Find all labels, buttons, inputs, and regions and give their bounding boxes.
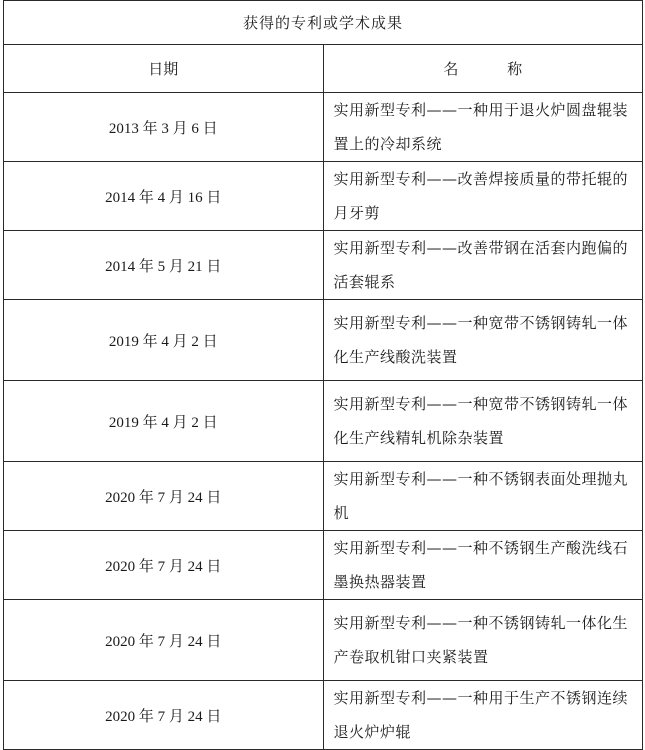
table-row [4, 300, 643, 381]
row-date: 2019 年 4 月 2 日 [4, 381, 324, 462]
row-date: 2020 年 7 月 24 日 [4, 462, 324, 531]
table-row [4, 681, 643, 750]
table-row [4, 93, 643, 162]
table-row [4, 162, 643, 231]
row-name: 实用新型专利——一种不锈钢表面处理抛丸机 [323, 462, 643, 531]
table-row [4, 600, 643, 681]
row-name: 实用新型专利——改善带钢在活套内跑偏的活套辊系 [323, 231, 643, 300]
row-date: 2020 年 7 月 24 日 [4, 681, 324, 750]
row-date: 2020 年 7 月 24 日 [4, 600, 324, 681]
table-row [4, 531, 643, 600]
title-row [4, 1, 643, 45]
row-date: 2020 年 7 月 24 日 [4, 531, 324, 600]
row-date: 2014 年 5 月 21 日 [4, 231, 324, 300]
row-date: 2014 年 4 月 16 日 [4, 162, 324, 231]
patents-table [3, 0, 643, 750]
name-column-header: 名 称 [323, 45, 643, 93]
header-row [4, 45, 643, 93]
row-name: 实用新型专利——一种用于退火炉圆盘辊装置上的冷却系统 [323, 93, 643, 162]
table-row [4, 462, 643, 531]
date-column-header: 日期 [4, 45, 324, 93]
row-name: 实用新型专利——一种宽带不锈钢铸轧一体化生产线精轧机除杂装置 [323, 381, 643, 462]
row-date: 2013 年 3 月 6 日 [4, 93, 324, 162]
row-date: 2019 年 4 月 2 日 [4, 300, 324, 381]
row-name: 实用新型专利——一种不锈钢生产酸洗线石墨换热器装置 [323, 531, 643, 600]
row-name: 实用新型专利——一种用于生产不锈钢连续退火炉炉辊 [323, 681, 643, 750]
row-name: 实用新型专利——改善焊接质量的带托辊的月牙剪 [323, 162, 643, 231]
table-title: 获得的专利或学术成果 [4, 1, 643, 45]
table-row [4, 381, 643, 462]
table-row [4, 231, 643, 300]
row-name: 实用新型专利——一种不锈钢铸轧一体化生产卷取机钳口夹紧装置 [323, 600, 643, 681]
row-name: 实用新型专利——一种宽带不锈钢铸轧一体化生产线酸洗装置 [323, 300, 643, 381]
